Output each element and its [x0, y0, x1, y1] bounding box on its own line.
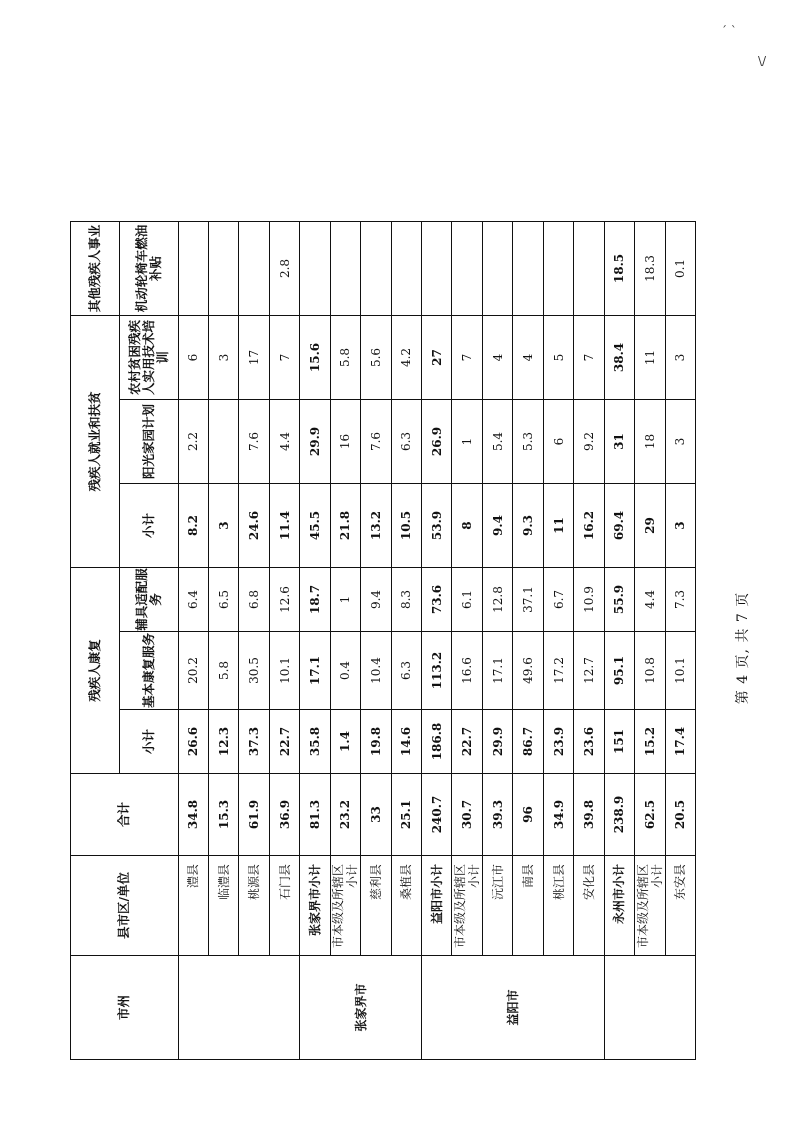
value-cell-total: 96 [513, 774, 543, 856]
value-cell-rehab-sub: 86.7 [513, 710, 543, 774]
value-cell-fuel [239, 222, 269, 316]
value-cell-fuel: 2.8 [269, 222, 299, 316]
value-cell-training: 7 [574, 316, 604, 400]
value-cell-fuel: 0.1 [665, 222, 695, 316]
scan-mark: \/ [758, 54, 767, 68]
table-row [482, 222, 512, 1060]
value-cell-aids: 18.7 [300, 568, 330, 632]
county-name-cell: 澧县 [178, 856, 208, 956]
county-name-cell: 市本级及所辖区小计 [635, 856, 665, 956]
value-cell-employ-sub: 10.5 [391, 484, 421, 568]
value-cell-aids: 12.6 [269, 568, 299, 632]
value-cell-training: 4 [513, 316, 543, 400]
value-cell-basic: 17.1 [482, 632, 512, 710]
value-cell-fuel: 18.3 [635, 222, 665, 316]
value-cell-sunshine: 29.9 [300, 400, 330, 484]
value-cell-training: 4.2 [391, 316, 421, 400]
value-cell-training: 5 [543, 316, 573, 400]
table-body [178, 222, 695, 1060]
rotated-table-container [70, 222, 696, 1060]
value-cell-aids: 7.3 [665, 568, 695, 632]
value-cell-aids: 6.5 [208, 568, 238, 632]
scan-mark: ˊ ˋ [721, 24, 737, 38]
value-cell-basic: 10.1 [269, 632, 299, 710]
value-cell-training: 4 [482, 316, 512, 400]
value-cell-rehab-sub: 29.9 [482, 710, 512, 774]
value-cell-employ-sub: 21.8 [330, 484, 360, 568]
city-cell: 张家界市 [300, 956, 422, 1060]
value-cell-rehab-sub: 15.2 [635, 710, 665, 774]
county-name-cell: 安化县 [574, 856, 604, 956]
table-row [330, 222, 360, 1060]
table-row [208, 222, 238, 1060]
value-cell-training: 7 [452, 316, 482, 400]
value-cell-rehab-sub: 151 [604, 710, 634, 774]
county-name-cell: 石门县 [269, 856, 299, 956]
value-cell-sunshine: 16 [330, 400, 360, 484]
value-cell-sunshine: 1 [452, 400, 482, 484]
table-row [452, 222, 482, 1060]
county-name-cell: 临澧县 [208, 856, 238, 956]
value-cell-total: 30.7 [452, 774, 482, 856]
value-cell-fuel [208, 222, 238, 316]
county-name-cell: 沅江市 [482, 856, 512, 956]
value-cell-training: 27 [422, 316, 452, 400]
value-cell-rehab-sub: 26.6 [178, 710, 208, 774]
value-cell-total: 15.3 [208, 774, 238, 856]
value-cell-aids: 1 [330, 568, 360, 632]
value-cell-training: 6 [178, 316, 208, 400]
header-other-fuel: 机动轮椅车燃油补贴 [119, 222, 178, 316]
city-cell [604, 956, 695, 1060]
value-cell-total: 61.9 [239, 774, 269, 856]
value-cell-basic: 12.7 [574, 632, 604, 710]
value-cell-basic: 17.2 [543, 632, 573, 710]
value-cell-training: 15.6 [300, 316, 330, 400]
value-cell-fuel [178, 222, 208, 316]
county-name-cell: 桃江县 [543, 856, 573, 956]
value-cell-basic: 6.3 [391, 632, 421, 710]
value-cell-rehab-sub: 14.6 [391, 710, 421, 774]
value-cell-employ-sub: 16.2 [574, 484, 604, 568]
value-cell-fuel [391, 222, 421, 316]
value-cell-aids: 6.8 [239, 568, 269, 632]
value-cell-sunshine: 5.3 [513, 400, 543, 484]
value-cell-basic: 113.2 [422, 632, 452, 710]
county-name-cell: 市本级及所辖区小计 [330, 856, 360, 956]
value-cell-total: 25.1 [391, 774, 421, 856]
value-cell-basic: 10.1 [665, 632, 695, 710]
table-row [300, 222, 330, 1060]
value-cell-fuel [452, 222, 482, 316]
value-cell-sunshine [208, 400, 238, 484]
table-row [178, 222, 208, 1060]
table-row [665, 222, 695, 1060]
value-cell-total: 240.7 [422, 774, 452, 856]
value-cell-sunshine: 26.9 [422, 400, 452, 484]
value-cell-fuel [361, 222, 391, 316]
value-cell-total: 33 [361, 774, 391, 856]
value-cell-employ-sub: 8 [452, 484, 482, 568]
value-cell-rehab-sub: 23.6 [574, 710, 604, 774]
value-cell-sunshine: 7.6 [361, 400, 391, 484]
value-cell-training: 17 [239, 316, 269, 400]
header-employ-sunshine: 阳光家园计划 [119, 400, 178, 484]
value-cell-rehab-sub: 35.8 [300, 710, 330, 774]
table-row [543, 222, 573, 1060]
county-name-cell: 南县 [513, 856, 543, 956]
value-cell-total: 23.2 [330, 774, 360, 856]
value-cell-aids: 12.8 [482, 568, 512, 632]
value-cell-training: 5.8 [330, 316, 360, 400]
table-row [239, 222, 269, 1060]
header-rehab: 残疾人康复 [71, 568, 120, 774]
value-cell-sunshine: 6 [543, 400, 573, 484]
value-cell-training: 7 [269, 316, 299, 400]
value-cell-employ-sub: 9.4 [482, 484, 512, 568]
value-cell-rehab-sub: 22.7 [452, 710, 482, 774]
value-cell-employ-sub: 11.4 [269, 484, 299, 568]
value-cell-rehab-sub: 19.8 [361, 710, 391, 774]
value-cell-basic: 5.8 [208, 632, 238, 710]
value-cell-aids: 9.4 [361, 568, 391, 632]
county-name-cell: 慈利县 [361, 856, 391, 956]
value-cell-rehab-sub: 23.9 [543, 710, 573, 774]
value-cell-basic: 30.5 [239, 632, 269, 710]
value-cell-employ-sub: 9.3 [513, 484, 543, 568]
value-cell-total: 238.9 [604, 774, 634, 856]
value-cell-aids: 37.1 [513, 568, 543, 632]
value-cell-aids: 6.1 [452, 568, 482, 632]
value-cell-employ-sub: 69.4 [604, 484, 634, 568]
value-cell-sunshine: 9.2 [574, 400, 604, 484]
value-cell-aids: 10.9 [574, 568, 604, 632]
value-cell-sunshine: 18 [635, 400, 665, 484]
value-cell-rehab-sub: 17.4 [665, 710, 695, 774]
value-cell-sunshine: 3 [665, 400, 695, 484]
value-cell-total: 36.9 [269, 774, 299, 856]
value-cell-basic: 20.2 [178, 632, 208, 710]
value-cell-aids: 55.9 [604, 568, 634, 632]
value-cell-sunshine: 7.6 [239, 400, 269, 484]
value-cell-basic: 95.1 [604, 632, 634, 710]
value-cell-employ-sub: 8.2 [178, 484, 208, 568]
value-cell-sunshine: 6.3 [391, 400, 421, 484]
header-employ-sub: 小计 [119, 484, 178, 568]
value-cell-aids: 4.4 [635, 568, 665, 632]
table-row [361, 222, 391, 1060]
page-footer: 第 4 页, 共 7 页 [735, 591, 751, 705]
value-cell-fuel [330, 222, 360, 316]
value-cell-total: 81.3 [300, 774, 330, 856]
value-cell-rehab-sub: 37.3 [239, 710, 269, 774]
value-cell-rehab-sub: 22.7 [269, 710, 299, 774]
value-cell-training: 3 [208, 316, 238, 400]
table-row [574, 222, 604, 1060]
value-cell-training: 3 [665, 316, 695, 400]
value-cell-sunshine: 4.4 [269, 400, 299, 484]
county-name-cell: 桃源县 [239, 856, 269, 956]
value-cell-total: 34.8 [178, 774, 208, 856]
value-cell-employ-sub: 24.6 [239, 484, 269, 568]
value-cell-rehab-sub: 1.4 [330, 710, 360, 774]
value-cell-fuel [422, 222, 452, 316]
value-cell-total: 62.5 [635, 774, 665, 856]
header-total: 合计 [71, 774, 179, 856]
county-name-cell: 张家界市小计 [300, 856, 330, 956]
header-county: 县市区/单位 [71, 856, 179, 956]
header-rehab-aids: 辅具适配服务 [119, 568, 178, 632]
table-row [604, 222, 634, 1060]
value-cell-aids: 6.4 [178, 568, 208, 632]
table-row [635, 222, 665, 1060]
funds-table [70, 221, 696, 1060]
table-row [269, 222, 299, 1060]
value-cell-employ-sub: 45.5 [300, 484, 330, 568]
value-cell-rehab-sub: 186.8 [422, 710, 452, 774]
value-cell-fuel [513, 222, 543, 316]
county-name-cell: 桑植县 [391, 856, 421, 956]
table-row [513, 222, 543, 1060]
value-cell-aids: 73.6 [422, 568, 452, 632]
value-cell-training: 11 [635, 316, 665, 400]
value-cell-training: 5.6 [361, 316, 391, 400]
value-cell-sunshine: 2.2 [178, 400, 208, 484]
county-name-cell: 市本级及所辖区小计 [452, 856, 482, 956]
city-cell: 益阳市 [422, 956, 605, 1060]
value-cell-total: 39.8 [574, 774, 604, 856]
value-cell-employ-sub: 13.2 [361, 484, 391, 568]
value-cell-total: 20.5 [665, 774, 695, 856]
value-cell-fuel [543, 222, 573, 316]
table-row [422, 222, 452, 1060]
value-cell-employ-sub: 29 [635, 484, 665, 568]
value-cell-basic: 0.4 [330, 632, 360, 710]
value-cell-basic: 17.1 [300, 632, 330, 710]
value-cell-training: 38.4 [604, 316, 634, 400]
value-cell-basic: 10.4 [361, 632, 391, 710]
value-cell-employ-sub: 3 [665, 484, 695, 568]
header-other: 其他残疾人事业 [71, 222, 120, 316]
value-cell-fuel: 18.5 [604, 222, 634, 316]
value-cell-aids: 8.3 [391, 568, 421, 632]
value-cell-basic: 10.8 [635, 632, 665, 710]
value-cell-fuel [300, 222, 330, 316]
county-name-cell: 益阳市小计 [422, 856, 452, 956]
header-city: 市州 [71, 956, 179, 1060]
header-employ: 残疾人就业和扶贫 [71, 316, 120, 568]
value-cell-fuel [574, 222, 604, 316]
value-cell-fuel [482, 222, 512, 316]
value-cell-basic: 16.6 [452, 632, 482, 710]
header-rehab-basic: 基本康复服务 [119, 632, 178, 710]
county-name-cell: 东安县 [665, 856, 695, 956]
value-cell-rehab-sub: 12.3 [208, 710, 238, 774]
city-cell [178, 956, 300, 1060]
header-rehab-sub: 小计 [119, 710, 178, 774]
table-row [391, 222, 421, 1060]
header-employ-training: 农村贫困残疾人实用技术培训 [119, 316, 178, 400]
value-cell-employ-sub: 3 [208, 484, 238, 568]
value-cell-sunshine: 31 [604, 400, 634, 484]
value-cell-total: 34.9 [543, 774, 573, 856]
value-cell-sunshine: 5.4 [482, 400, 512, 484]
value-cell-aids: 6.7 [543, 568, 573, 632]
value-cell-basic: 49.6 [513, 632, 543, 710]
value-cell-employ-sub: 11 [543, 484, 573, 568]
county-name-cell: 永州市小计 [604, 856, 634, 956]
value-cell-total: 39.3 [482, 774, 512, 856]
value-cell-employ-sub: 53.9 [422, 484, 452, 568]
